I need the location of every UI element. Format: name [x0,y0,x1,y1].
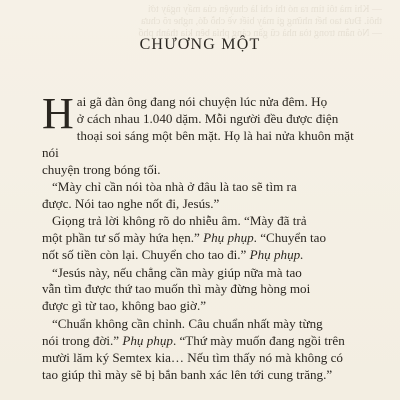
text-line: được. Nói tao nghe nốt đi, Jesús.” [42,195,220,211]
bleed-line: — Nó nằm trong tòa nhà cũ gần cảng phía bên kia thành phố [138,28,382,39]
text-line [42,230,368,247]
bleed-through-text [18,4,382,40]
text-segment: nói trong đời.” [42,332,123,348]
drop-cap: H [42,89,74,138]
text-line: “Mày chỉ cần nói tòa nhà ở đâu là tao sẽ tìm ra [52,179,297,195]
text-line [42,247,368,264]
text-segment: một phần tư số mày hứa hẹn.” [42,230,204,246]
text-segment: mười lăm ký Semtex kia… Nếu tìm thấy nó mà không có [42,349,343,365]
text-segment: tao giúp thì mày sẽ bị bắn banh xác lên tới cung trăng.” [42,366,333,382]
text-line [42,367,368,384]
text-line: thoại soi sáng một bên mặt. Họ là hai nửa khuôn mặt nói [42,127,354,160]
text-segment: . “Chuyển tao [253,230,327,246]
paragraph-5 [42,316,368,384]
paragraph-4 [42,265,368,316]
text-line [42,316,368,333]
text-segment: Giọng trả lời không rõ do nhiễu âm. “Mày đã trả [52,213,307,229]
paragraph-3 [42,213,368,264]
text-segment: . “Thứ mày muốn đang ngồi trên [172,332,345,348]
paragraph-1 [42,89,368,179]
text-line: vẫn tìm được thứ tao muốn thì mày đừng hòng moi [42,281,311,297]
text-line: ai gã đàn ông đang nói chuyện lúc nửa đêm. Họ [76,94,328,109]
text-line [42,350,368,367]
sound-effect: Phụ phụp [203,230,254,246]
text-line: “Jesús này, nếu chẳng cần mày giúp nữa mà tao [52,264,302,280]
text-segment: nốt số tiền còn lại. Chuyển cho tao đi.” [42,247,250,263]
bleed-line: — Khi mà tôi tìm ra nó thì chỉ là chuyện của mấy ngày tới [147,4,382,15]
text-line [42,213,368,230]
text-segment: “Chuẩn không cần chỉnh. Câu chuẩn nhất mày từng [52,315,323,331]
sound-effect: Phụ phụp. [249,247,304,263]
text-line: được gì từ tao, không bao giờ.” [42,298,207,314]
text-line: chuyện trong bóng tối. [42,161,161,177]
text-line: ở cách nhau 1.040 dặm. Mỗi người đều được điện [76,110,339,126]
chapter-body [42,89,368,383]
text-line [42,333,368,350]
bleed-line: thôi. Đưa tao hết những gì mày biết về chỗ đó, nghe rõ chưa [141,16,382,27]
chapter-title: CHƯƠNG MỘT [139,36,261,53]
paragraph-2 [42,179,368,213]
sound-effect: Phụ phụp [122,332,173,348]
